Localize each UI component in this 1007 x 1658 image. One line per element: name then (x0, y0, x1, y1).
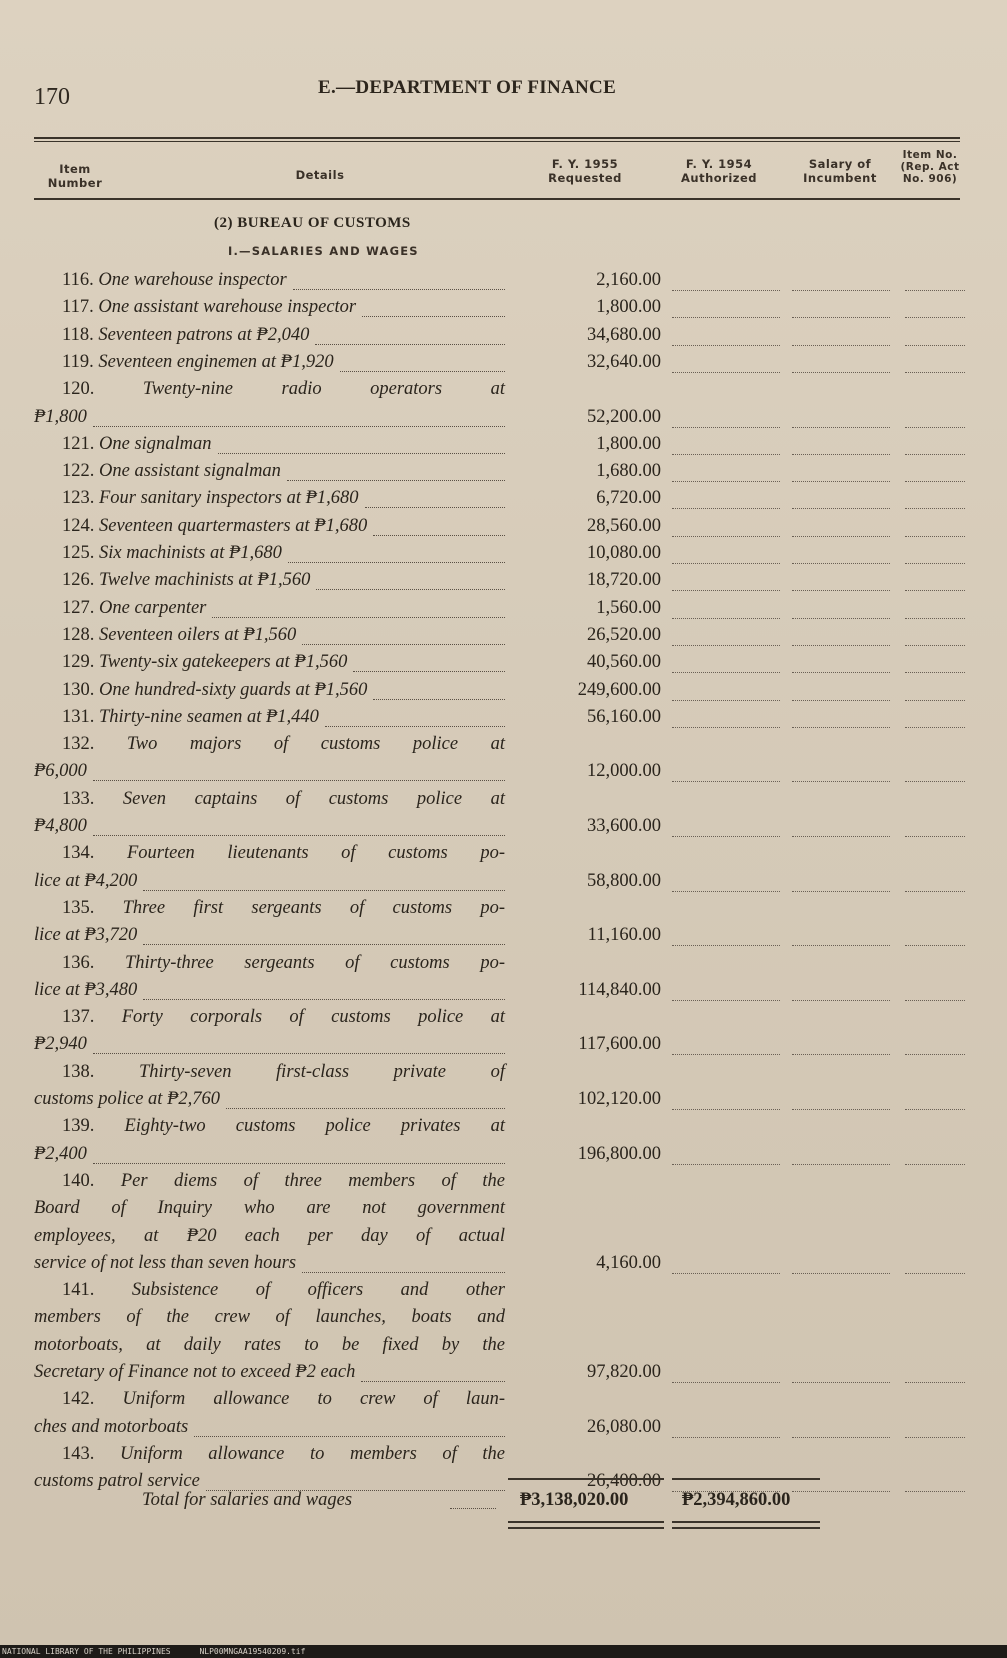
item-no-dots (905, 1054, 965, 1055)
dot-leader (93, 780, 505, 781)
amount-fy1955: 26,400.00 (587, 1471, 661, 1492)
fy1954-dots (672, 536, 780, 537)
item-number: 125. (62, 543, 95, 563)
item-number: 139. (62, 1116, 95, 1137)
fy1954-dots (672, 427, 780, 428)
item-detail-continuation: Secretary of Finance not to exceed ₱2 each (34, 1362, 356, 1382)
salary-dots (792, 508, 890, 509)
amount-fy1955: 102,120.00 (577, 1089, 661, 1109)
item-number: 116. (62, 270, 94, 290)
item-no-dots (905, 700, 965, 701)
item-detail-text: Four sanitary inspectors at ₱1,680 (94, 488, 359, 509)
dot-leader (361, 1381, 505, 1382)
section-title: (2) BUREAU OF CUSTOMS (214, 215, 411, 231)
running-head: E.—DEPARTMENT OF FINANCE (318, 77, 617, 98)
item-detail-text: Thirty-seven first-class private of (94, 1061, 505, 1082)
item-no-dots (905, 1109, 965, 1110)
fy1954-dots (672, 508, 780, 509)
fy1954-dots (672, 672, 780, 673)
fy1954-dots (672, 372, 780, 373)
salary-dots (792, 372, 890, 373)
col-head-fy1955: F. Y. 1955 Requested (548, 157, 622, 185)
salary-dots (792, 945, 890, 946)
item-no-dots (905, 1437, 965, 1438)
item-no-dots (905, 727, 965, 728)
item-detail-line (62, 707, 319, 728)
item-detail-text: Subsistence of officers and other (94, 1280, 505, 1301)
salary-dots (792, 1382, 890, 1383)
total-rule-top-fy1955 (508, 1478, 664, 1480)
item-no-dots (905, 1164, 965, 1165)
col-head-salary: Salary of Incumbent (803, 157, 877, 185)
amount-fy1955: 196,800.00 (577, 1143, 661, 1164)
fy1954-dots (672, 345, 780, 346)
item-detail-continuation: ₱2,940 (34, 1034, 87, 1055)
item-no-dots (905, 454, 965, 455)
item-detail-continuation: lice at ₱3,480 (34, 979, 138, 1000)
amount-fy1955: 1,560.00 (596, 597, 661, 618)
total-leader (450, 1508, 496, 1509)
fy1954-dots (672, 836, 780, 837)
col-head-fy1954: F. Y. 1954 Authorized (680, 157, 757, 185)
item-number: 143. (62, 1443, 95, 1464)
item-detail-line (62, 734, 505, 755)
header-rule-bottom (34, 198, 960, 200)
item-detail-line (62, 680, 367, 701)
dot-leader (93, 1053, 505, 1054)
amount-fy1955: 117,600.00 (578, 1034, 661, 1055)
total-fy1955: ₱3,138,020.00 (520, 1490, 629, 1510)
item-number: 138. (62, 1061, 95, 1082)
salary-dots (792, 1164, 890, 1165)
item-no-dots (905, 645, 965, 646)
col-head-details: Details (295, 168, 345, 182)
item-number: 140. (62, 1170, 95, 1191)
item-detail-continuation: ches and motorboats (34, 1416, 189, 1437)
item-no-dots (905, 345, 965, 346)
item-no-dots (905, 945, 965, 946)
item-detail-line (62, 789, 505, 810)
item-detail-line (62, 1007, 505, 1028)
item-number: 118. (62, 324, 94, 345)
item-no-dots (905, 372, 965, 373)
fy1954-dots (672, 945, 780, 946)
item-detail-line (62, 379, 505, 400)
amount-fy1955: 40,560.00 (587, 652, 661, 673)
item-no-dots (905, 427, 965, 428)
amount-fy1955: 56,160.00 (587, 706, 661, 727)
item-detail-line (62, 598, 206, 619)
dot-leader (373, 699, 505, 700)
item-detail-line (62, 434, 212, 455)
amount-fy1955: 4,160.00 (596, 1252, 661, 1273)
item-detail-line (62, 325, 309, 346)
salary-dots (792, 781, 890, 782)
item-no-dots (905, 290, 965, 291)
item-no-dots (905, 590, 965, 591)
amount-fy1955: 26,520.00 (587, 624, 661, 645)
amount-fy1955: 1,800.00 (596, 433, 661, 454)
item-detail-text: One warehouse inspector (93, 270, 287, 290)
fy1954-dots (672, 1273, 780, 1274)
dot-leader (302, 1272, 505, 1273)
item-detail-continuation: customs police at ₱2,760 (34, 1089, 221, 1109)
item-detail-line (62, 297, 356, 318)
total-double-rule-fy1955 (508, 1521, 664, 1529)
amount-fy1955: 249,600.00 (577, 679, 661, 700)
item-detail-text: Uniform allowance to members of the (94, 1443, 505, 1464)
dot-leader (143, 999, 505, 1000)
item-detail-line (62, 1171, 505, 1192)
item-detail-text: One signalman (94, 433, 212, 454)
item-detail-continuation: ₱1,800 (34, 406, 87, 427)
item-number: 119. (62, 351, 94, 372)
fy1954-dots (672, 645, 780, 646)
salary-dots (792, 1273, 890, 1274)
col-head-item-no: Item No. (Rep. Act No. 906) (900, 149, 960, 185)
item-number: 130. (62, 679, 95, 700)
fy1954-dots (672, 1109, 780, 1110)
salary-dots (792, 1054, 890, 1055)
item-detail-text: Thirty-three sergeants of customs po- (94, 952, 505, 973)
item-detail-text: Seventeen patrons at ₱2,040 (93, 324, 310, 345)
item-number: 137. (62, 1007, 95, 1028)
item-number: 133. (62, 788, 95, 809)
fy1954-dots (672, 481, 780, 482)
amount-fy1955: 32,640.00 (587, 351, 661, 372)
item-detail-line (62, 1389, 505, 1410)
item-detail-line (62, 516, 367, 537)
item-detail-continuation: service of not less than seven hours (34, 1252, 297, 1273)
item-number: 123. (62, 488, 95, 509)
fy1954-dots (672, 1054, 780, 1055)
item-number: 128. (62, 624, 95, 645)
item-detail-text: Three first sergeants of customs po- (94, 897, 505, 918)
item-detail-line (62, 461, 281, 482)
item-detail-continuation: lice at ₱3,720 (34, 925, 138, 946)
dot-leader (194, 1436, 505, 1437)
item-detail-text: Seventeen enginemen at ₱1,920 (93, 351, 334, 372)
item-number: 131. (62, 706, 95, 727)
dot-leader (315, 344, 505, 345)
item-no-dots (905, 891, 965, 892)
salary-dots (792, 481, 890, 482)
item-no-dots (905, 481, 965, 482)
dot-leader (365, 507, 505, 508)
fy1954-dots (672, 454, 780, 455)
item-number: 117. (62, 297, 94, 318)
item-number: 126. (62, 570, 95, 591)
dot-leader (353, 671, 505, 672)
dot-leader (302, 644, 505, 645)
col-head-item-number: Item Number (47, 162, 103, 190)
item-detail-continuation: customs patrol service (34, 1471, 200, 1492)
amount-fy1955: 1,800.00 (596, 297, 661, 318)
item-no-dots (905, 672, 965, 673)
dot-leader (362, 316, 505, 317)
header-rule-top-2 (34, 141, 960, 142)
dot-leader (340, 371, 505, 372)
item-number: 127. (62, 597, 95, 618)
salary-dots (792, 836, 890, 837)
amount-fy1955: 114,840.00 (578, 979, 661, 1000)
item-detail-continuation: ₱2,400 (34, 1143, 87, 1164)
amount-fy1955: 11,160.00 (587, 925, 661, 946)
fy1954-dots (672, 1382, 780, 1383)
item-no-dots (905, 618, 965, 619)
salary-dots (792, 454, 890, 455)
dot-leader (93, 426, 505, 427)
item-number: 132. (62, 734, 95, 755)
item-detail-text: Two majors of customs police at (94, 734, 505, 755)
fy1954-dots (672, 891, 780, 892)
amount-fy1955: 12,000.00 (587, 761, 661, 782)
dot-leader (93, 835, 505, 836)
fy1954-dots (672, 1000, 780, 1001)
item-detail-text: Twenty-nine radio operators at (94, 379, 505, 400)
dot-leader (143, 944, 505, 945)
item-detail-text: Seventeen quartermasters at ₱1,680 (94, 515, 368, 536)
dot-leader (287, 480, 505, 481)
item-detail-line (62, 1444, 505, 1465)
salary-dots (792, 345, 890, 346)
item-detail-text: One assistant warehouse inspector (93, 297, 357, 318)
salary-dots (792, 1109, 890, 1110)
item-detail-text: Seven captains of customs police at (94, 788, 505, 809)
fy1954-dots (672, 317, 780, 318)
item-detail-line (62, 953, 505, 974)
total-label: Total for salaries and wages (142, 1490, 353, 1510)
item-no-dots (905, 1382, 965, 1383)
item-number: 135. (62, 897, 95, 918)
amount-fy1955: 10,080.00 (587, 543, 661, 563)
total-rule-top-fy1954 (672, 1478, 820, 1480)
section-subtitle: I.—SALARIES AND WAGES (228, 244, 419, 258)
amount-fy1955: 26,080.00 (587, 1416, 661, 1437)
amount-fy1955: 1,680.00 (596, 461, 661, 482)
item-detail-continuation: ₱6,000 (34, 761, 87, 782)
total-fy1954: ₱2,394,860.00 (682, 1490, 791, 1510)
salary-dots (792, 700, 890, 701)
item-detail-text: Forty corporals of customs police at (94, 1007, 505, 1028)
item-detail-text: Twelve machinists at ₱1,560 (94, 570, 311, 591)
dot-leader (143, 890, 505, 891)
item-number: 121. (62, 433, 95, 454)
amount-fy1955: 18,720.00 (587, 570, 661, 591)
item-detail-text: Fourteen lieutenants of customs po- (94, 843, 505, 864)
fy1954-dots (672, 781, 780, 782)
item-detail-text: Six machinists at ₱1,680 (94, 543, 282, 563)
salary-dots (792, 618, 890, 619)
fy1954-dots (672, 1164, 780, 1165)
item-no-dots (905, 317, 965, 318)
fy1954-dots (672, 618, 780, 619)
item-detail-continuation: employees, at ₱20 each per day of actual (34, 1225, 505, 1246)
item-detail-line (62, 570, 310, 591)
salary-dots (792, 727, 890, 728)
item-number: 124. (62, 515, 95, 536)
amount-fy1955: 58,800.00 (587, 870, 661, 891)
amount-fy1955: 6,720.00 (596, 488, 661, 509)
dot-leader (212, 617, 505, 618)
item-detail-line (62, 1062, 505, 1083)
fy1954-dots (672, 290, 780, 291)
salary-dots (792, 427, 890, 428)
salary-dots (792, 645, 890, 646)
item-no-dots (905, 1273, 965, 1274)
scan-footer: NATIONAL LIBRARY OF THE PHILIPPINES NLP00MNGAA19540209.tif (0, 1645, 1007, 1658)
amount-fy1955: 97,820.00 (587, 1362, 661, 1382)
salary-dots (792, 1437, 890, 1438)
fy1954-dots (672, 1437, 780, 1438)
item-detail-line (62, 652, 347, 673)
fy1954-dots (672, 563, 780, 564)
item-number: 120. (62, 379, 95, 400)
item-no-dots (905, 508, 965, 509)
item-detail-line (62, 625, 296, 646)
salary-dots (792, 290, 890, 291)
dot-leader (325, 726, 505, 727)
item-detail-line (62, 1116, 505, 1137)
item-detail-line (62, 488, 359, 509)
salary-dots (792, 672, 890, 673)
dot-leader (373, 535, 505, 536)
amount-fy1955: 33,600.00 (587, 816, 661, 836)
item-detail-text: One hundred-sixty guards at ₱1,560 (94, 679, 368, 700)
salary-dots (792, 536, 890, 537)
salary-dots (792, 317, 890, 318)
fy1954-dots (672, 727, 780, 728)
salary-dots (792, 1491, 890, 1492)
item-no-dots (905, 781, 965, 782)
item-detail-line (62, 352, 334, 373)
dot-leader (218, 453, 505, 454)
item-detail-text: Per diems of three members of the (94, 1170, 505, 1191)
item-detail-continuation: members of the crew of launches, boats and (34, 1307, 505, 1328)
item-detail-continuation: Board of Inquiry who are not government (34, 1198, 505, 1219)
amount-fy1955: 34,680.00 (587, 324, 661, 345)
item-number: 141. (62, 1280, 95, 1301)
dot-leader (288, 562, 505, 563)
fy1954-dots (672, 590, 780, 591)
salary-dots (792, 1000, 890, 1001)
item-detail-continuation: lice at ₱4,200 (34, 870, 138, 891)
dot-leader (226, 1108, 505, 1109)
item-detail-line (62, 843, 505, 864)
item-detail-line (62, 1280, 505, 1301)
item-no-dots (905, 536, 965, 537)
item-detail-continuation: motorboats, at daily rates to be fixed by the (34, 1334, 505, 1355)
item-number: 134. (62, 843, 95, 864)
item-number: 122. (62, 461, 95, 482)
item-detail-text: Uniform allowance to crew of laun- (94, 1389, 505, 1410)
item-no-dots (905, 563, 965, 564)
item-no-dots (905, 836, 965, 837)
amount-fy1955: 52,200.00 (587, 406, 661, 427)
dot-leader (293, 289, 505, 290)
header-rule-top (34, 137, 960, 139)
item-detail-text: Thirty-nine seamen at ₱1,440 (94, 706, 319, 727)
fy1954-dots (672, 700, 780, 701)
total-double-rule-fy1954 (672, 1521, 820, 1529)
item-detail-line (62, 270, 287, 291)
item-detail-line (62, 898, 505, 919)
item-detail-continuation: ₱4,800 (34, 816, 87, 836)
dot-leader (93, 1163, 505, 1164)
item-detail-text: Seventeen oilers at ₱1,560 (94, 624, 297, 645)
item-number: 136. (62, 952, 95, 973)
salary-dots (792, 891, 890, 892)
item-no-dots (905, 1491, 965, 1492)
salary-dots (792, 590, 890, 591)
item-detail-text: Eighty-two customs police privates at (94, 1116, 505, 1137)
salary-dots (792, 563, 890, 564)
item-number: 129. (62, 652, 95, 673)
item-detail-text: Twenty-six gatekeepers at ₱1,560 (94, 652, 348, 673)
amount-fy1955: 28,560.00 (587, 515, 661, 536)
dot-leader (316, 589, 505, 590)
page-number: 170 (34, 84, 70, 110)
item-detail-text: One assistant signalman (94, 461, 281, 482)
item-detail-text: One carpenter (94, 597, 207, 618)
item-number: 142. (62, 1389, 95, 1410)
item-detail-line (62, 543, 282, 564)
item-no-dots (905, 1000, 965, 1001)
amount-fy1955: 2,160.00 (596, 270, 661, 290)
